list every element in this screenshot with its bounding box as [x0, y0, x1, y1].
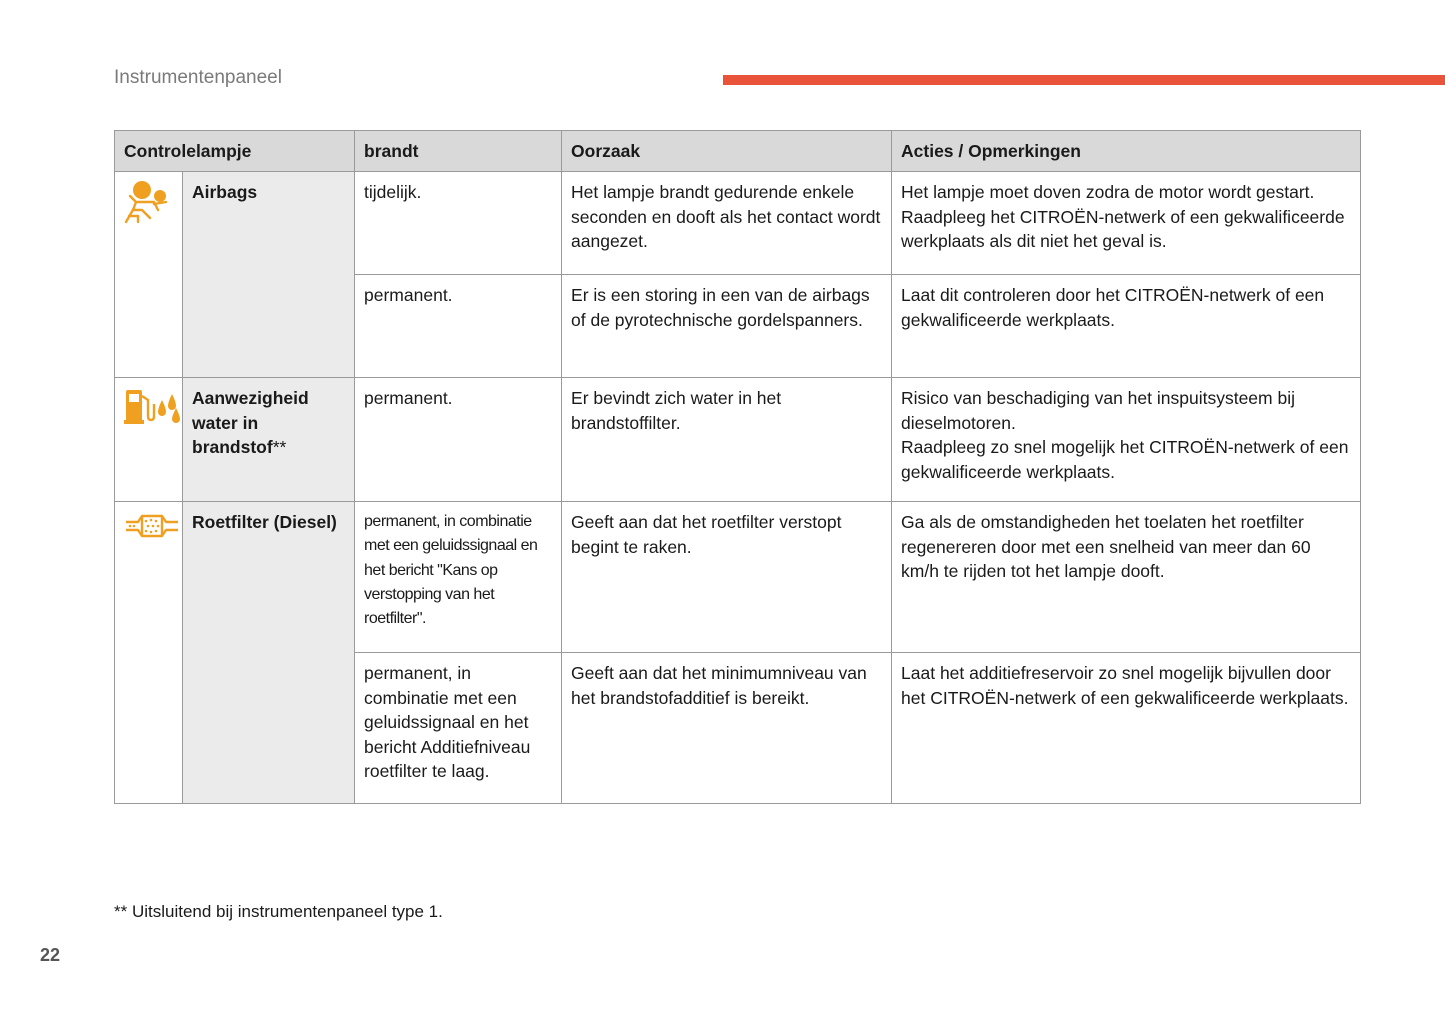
warning-lights-table [114, 130, 1361, 804]
airbag-icon-cell [115, 172, 183, 378]
header-accent-bar [723, 75, 1445, 85]
cause-cell: Het lampje brandt gedurende enkele seconden en dooft als het contact wordt aangezet. [562, 172, 892, 275]
footnote-marker: ** [272, 437, 287, 457]
lamp-name-airbags: Airbags [183, 172, 355, 378]
action-cell: Laat dit controleren door het CITROËN-netwerk of een gekwalificeerde werkplaats. [892, 275, 1361, 378]
lamp-name-water-text: Aanwezigheid water in brandstof [192, 388, 309, 457]
state-cell: permanent, in combinatie met een geluidssignaal en het bericht Additiefniveau roetfilter te laag. [355, 653, 562, 804]
header-brandt: brandt [355, 131, 562, 172]
state-cell: permanent, in combinatie met een geluidssignaal en het bericht "Kans op verstopping van het roetfilter". [355, 502, 562, 653]
footnote: ** Uitsluitend bij instrumentenpaneel type 1. [114, 902, 443, 921]
table-row [115, 172, 1361, 275]
lamp-name-roetfilter: Roetfilter (Diesel) [183, 502, 355, 804]
action-cell: Laat het additiefreservoir zo snel mogelijk bijvullen door het CITROËN-netwerk of een gekwalificeerde werkplaats. [892, 653, 1361, 804]
table-row [115, 502, 1361, 653]
action-cell [892, 378, 1361, 502]
state-cell: permanent. [355, 275, 562, 378]
page-number: 22 [40, 945, 61, 965]
cause-cell: Geeft aan dat het roetfilter verstopt begint te raken. [562, 502, 892, 653]
table-row [115, 378, 1361, 502]
cause-cell: Geeft aan dat het minimumniveau van het brandstofadditief is bereikt. [562, 653, 892, 804]
water-icon-cell [115, 378, 183, 502]
header-acties: Acties / Opmerkingen [892, 131, 1361, 172]
state-cell: permanent. [355, 378, 562, 502]
header-controlelampje: Controlelampje [115, 131, 355, 172]
table-header-row [115, 131, 1361, 172]
action-cell: Het lampje moet doven zodra de motor wordt gestart. Raadpleeg het CITROËN-netwerk of een gekwalificeerde werkplaats als dit niet het geval is. [892, 172, 1361, 275]
filter-icon-cell [115, 502, 183, 804]
airbag-warning-icon [124, 180, 174, 224]
action-line: Risico van beschadiging van het inspuitsysteem bij dieselmotoren. [901, 388, 1295, 433]
cause-cell: Er is een storing in een van de airbags of de pyrotechnische gordelspanners. [562, 275, 892, 378]
cause-cell: Er bevindt zich water in het brandstoffilter. [562, 378, 892, 502]
lamp-name-water [183, 378, 355, 502]
state-cell: tijdelijk. [355, 172, 562, 275]
particle-filter-icon [124, 510, 180, 542]
header-oorzaak: Oorzaak [562, 131, 892, 172]
action-cell: Ga als de omstandigheden het toelaten het roetfilter regenereren door met een snelheid van meer dan 60 km/h te rijden tot het lampje dooft. [892, 502, 1361, 653]
water-in-fuel-icon [124, 386, 182, 426]
action-line: Raadpleeg zo snel mogelijk het CITROËN-netwerk of een gekwalificeerde werkplaats. [901, 437, 1349, 482]
section-title: Instrumentenpaneel [114, 67, 282, 88]
